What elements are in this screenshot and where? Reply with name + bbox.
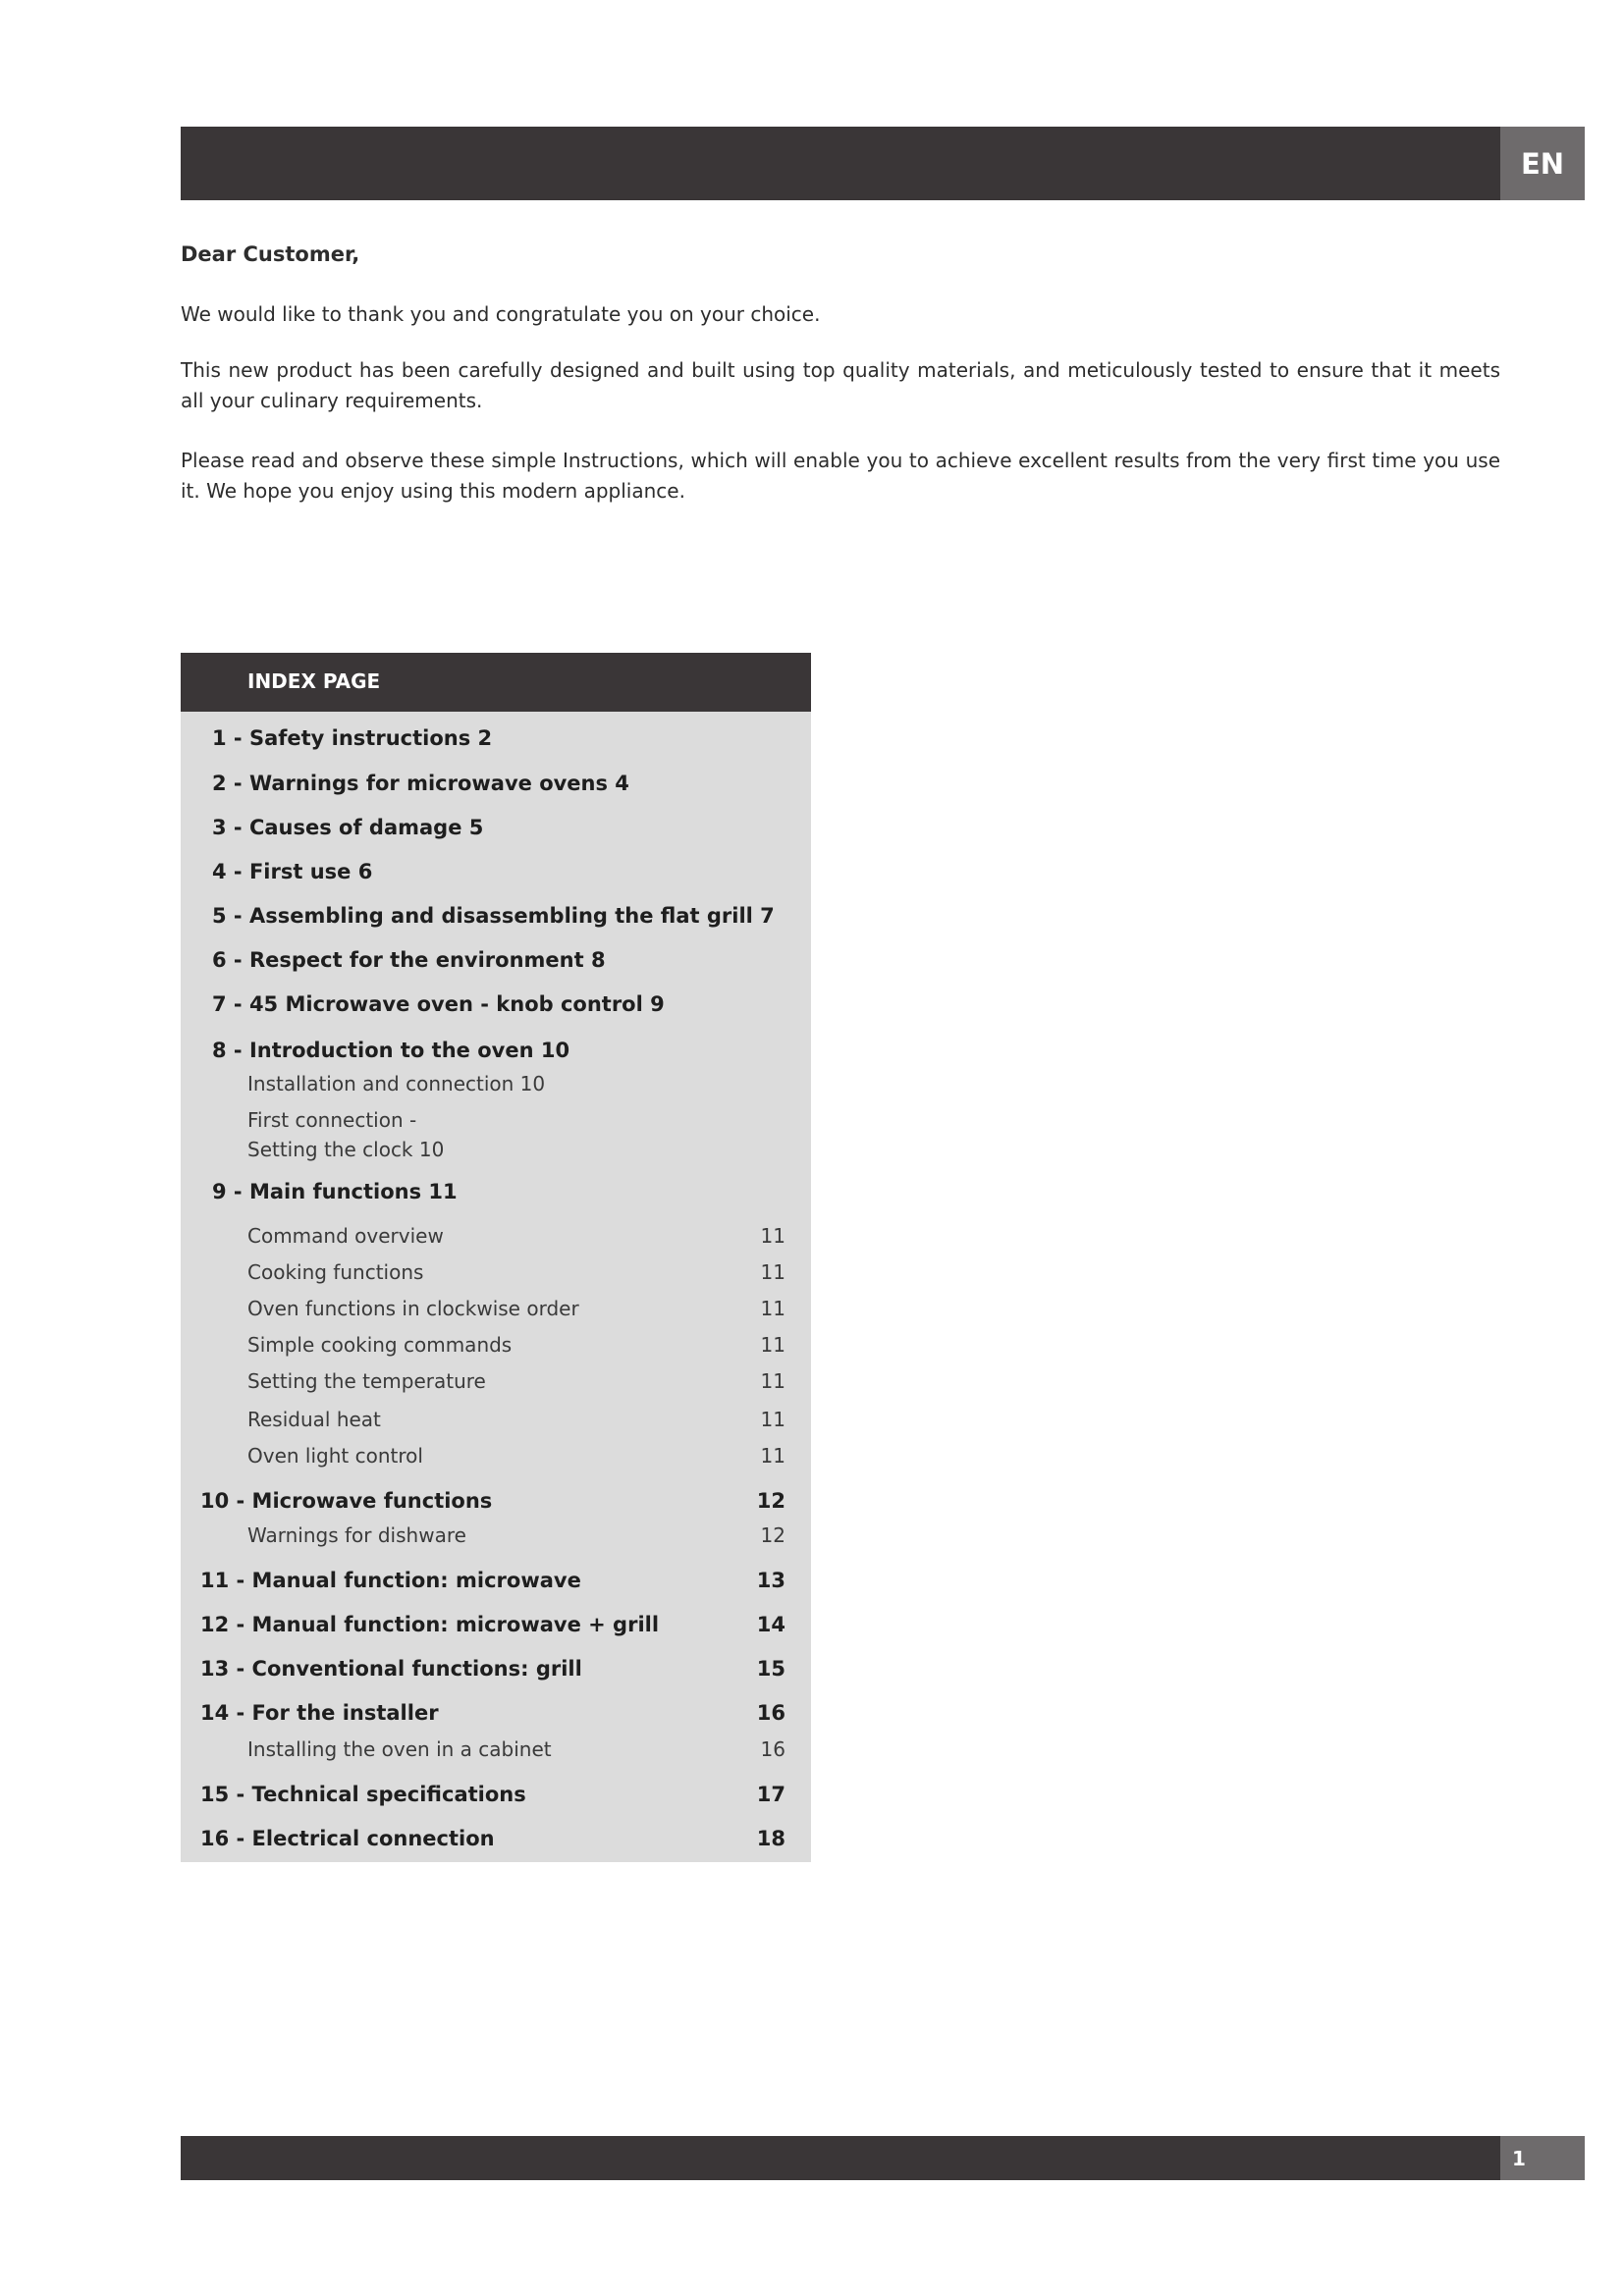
index-entry [181, 1039, 811, 1068]
entry-label: 5 - Assembling and disassembling the flat grill 7 [212, 904, 775, 928]
entry-page: 16 [756, 1701, 785, 1725]
index-entry [181, 1613, 811, 1642]
intro-paragraph-1: We would like to thank you and congratulate you on your choice. [181, 302, 821, 326]
entry-page: 11 [760, 1369, 785, 1393]
entry-page: 16 [760, 1737, 785, 1761]
index-entry [181, 1657, 811, 1686]
entry-page: 12 [756, 1489, 785, 1513]
index-subentry [181, 1108, 811, 1138]
index-subentry [181, 1737, 811, 1767]
entry-label: Installing the oven in a cabinet [247, 1737, 552, 1761]
header-bar [181, 127, 1500, 200]
entry-page: 13 [756, 1569, 785, 1592]
entry-label: 9 - Main functions 11 [212, 1180, 458, 1203]
entry-label: Setting the clock 10 [247, 1138, 445, 1161]
entry-page: 15 [756, 1657, 785, 1681]
page-number: 1 [1512, 2146, 1526, 2170]
index-subentry [181, 1369, 811, 1399]
entry-label: Residual heat [247, 1408, 381, 1431]
index-entry [181, 1569, 811, 1598]
index-subentry [181, 1408, 811, 1437]
entry-label: Installation and connection 10 [247, 1072, 546, 1095]
entry-label: 2 - Warnings for microwave ovens 4 [212, 772, 629, 795]
intro-paragraph-3: Please read and observe these simple Instructions, which will enable you to achieve excellent results from the very first time you use it. We hope you enjoy using this modern appliance. [181, 449, 1500, 503]
index-entry [181, 992, 811, 1022]
index-entry [181, 726, 811, 756]
entry-label: 10 - Microwave functions [200, 1489, 493, 1513]
footer-bar [181, 2136, 1500, 2180]
entry-label: 4 - First use 6 [212, 860, 373, 883]
index-entry [181, 816, 811, 845]
entry-label: 11 - Manual function: microwave [200, 1569, 581, 1592]
entry-label: 3 - Causes of damage 5 [212, 816, 484, 839]
entry-label: Simple cooking commands [247, 1333, 513, 1357]
entry-page: 11 [760, 1408, 785, 1431]
index-box [181, 653, 811, 1862]
index-entry [181, 1701, 811, 1731]
entry-label: 1 - Safety instructions 2 [212, 726, 493, 750]
index-subentry [181, 1072, 811, 1101]
entry-label: 13 - Conventional functions: grill [200, 1657, 582, 1681]
entry-label: 6 - Respect for the environment 8 [212, 948, 606, 972]
index-subentry [181, 1333, 811, 1362]
entry-page: 14 [756, 1613, 785, 1636]
entry-label: 7 - 45 Microwave oven - knob control 9 [212, 992, 665, 1016]
index-entry [181, 948, 811, 978]
index-entry [181, 904, 811, 934]
entry-page: 11 [760, 1333, 785, 1357]
greeting: Dear Customer, [181, 242, 360, 266]
index-subentry [181, 1523, 811, 1553]
index-subentry [181, 1444, 811, 1473]
entry-label: 14 - For the installer [200, 1701, 439, 1725]
index-entry [181, 1827, 811, 1856]
index-entry [181, 1783, 811, 1812]
index-entry [181, 772, 811, 801]
language-tab [1500, 127, 1585, 200]
index-subentry [181, 1260, 811, 1290]
entry-page: 11 [760, 1444, 785, 1468]
index-title: INDEX PAGE [247, 669, 381, 693]
index-header [181, 653, 811, 712]
entry-label: Oven functions in clockwise order [247, 1297, 579, 1320]
entry-page: 17 [756, 1783, 785, 1806]
entry-label: First connection - [247, 1108, 417, 1132]
entry-page: 12 [760, 1523, 785, 1547]
entry-page: 11 [760, 1224, 785, 1248]
intro-paragraph-2: This new product has been carefully designed and built using top quality materials, and meticulously tested to ensure that it meets all your culinary requirements. [181, 358, 1500, 412]
index-subentry [181, 1297, 811, 1326]
entry-label: 15 - Technical specifications [200, 1783, 526, 1806]
entry-label: 12 - Manual function: microwave + grill [200, 1613, 660, 1636]
language-label: EN [1520, 146, 1565, 181]
entry-label: 16 - Electrical connection [200, 1827, 495, 1850]
entry-label: Warnings for dishware [247, 1523, 466, 1547]
entry-page: 11 [760, 1260, 785, 1284]
index-entry [181, 1180, 811, 1209]
entry-label: 8 - Introduction to the oven 10 [212, 1039, 570, 1062]
entry-label: Oven light control [247, 1444, 423, 1468]
entry-label: Cooking functions [247, 1260, 424, 1284]
index-entry [181, 860, 811, 889]
entry-label: Setting the temperature [247, 1369, 486, 1393]
entry-label: Command overview [247, 1224, 444, 1248]
index-entry [181, 1489, 811, 1519]
index-subentry [181, 1138, 811, 1167]
entry-page: 18 [756, 1827, 785, 1850]
index-subentry [181, 1224, 811, 1254]
page-number-tab [1500, 2136, 1585, 2180]
entry-page: 11 [760, 1297, 785, 1320]
